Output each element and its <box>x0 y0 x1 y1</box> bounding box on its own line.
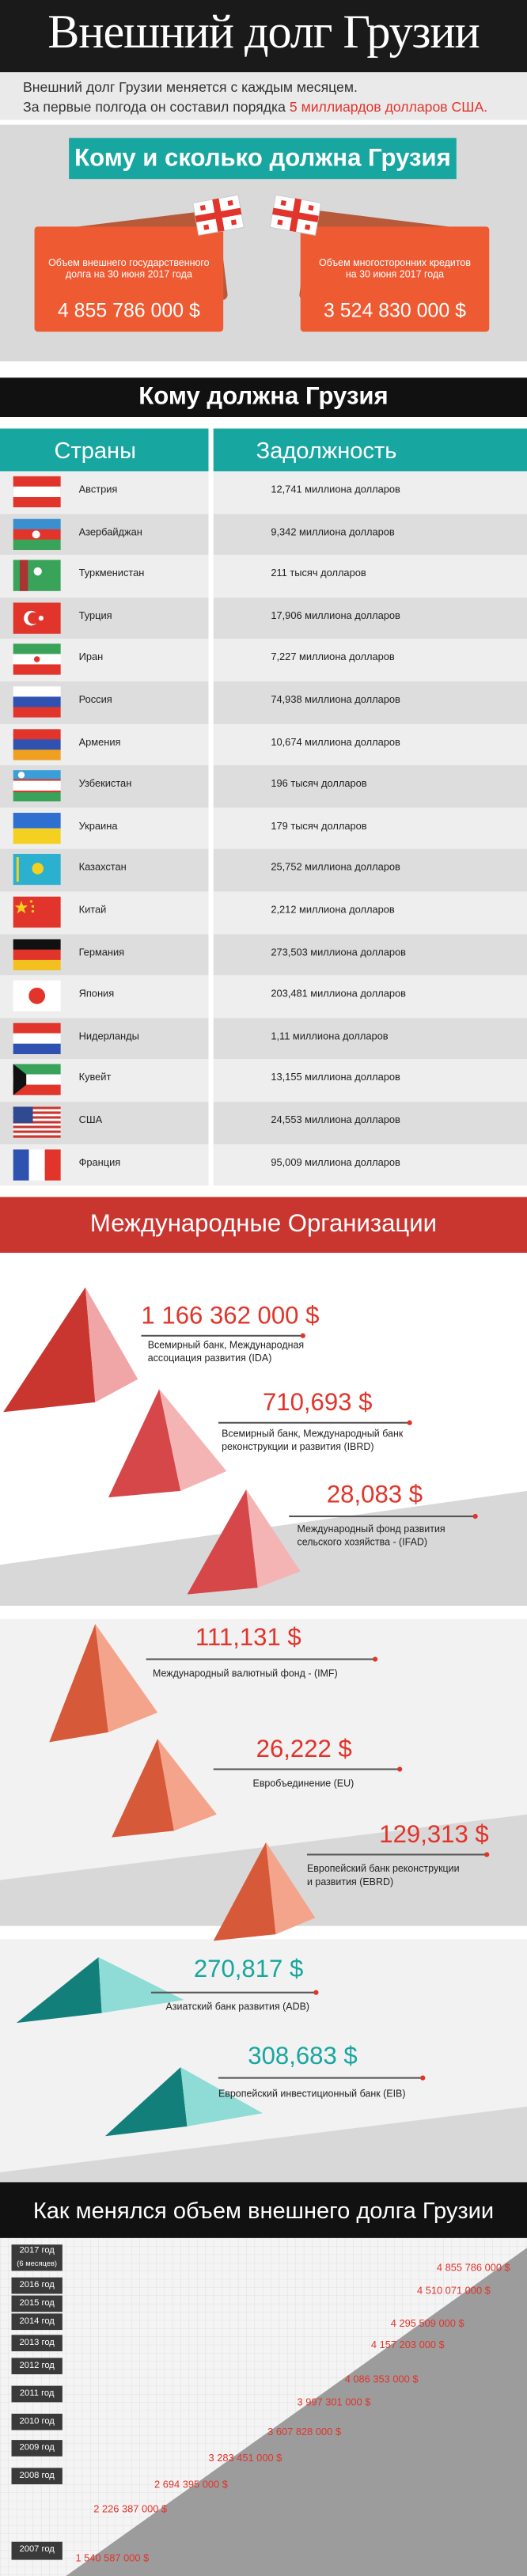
intro-highlight: 5 миллиардов долларов США. <box>289 98 488 116</box>
history-value: 4 855 786 000 $ <box>436 2263 510 2274</box>
org-name-eu: Евробъединение (EU) <box>252 1780 354 1790</box>
country-name: Германия <box>78 947 125 958</box>
turkmenistan-flag-icon <box>13 560 61 591</box>
org-name-ida-2: ассоциация развития (IDA) <box>147 1353 272 1364</box>
org-name-ibrd-1: Всемирный банк, Международный банк <box>222 1430 404 1440</box>
country-debt: 95,009 миллиона долларов <box>271 1156 400 1169</box>
page-title: Внешний долг Грузии <box>47 6 480 59</box>
country-name: Азербайджан <box>78 526 142 538</box>
intro-line-2-text: За первые полгода он составил порядка <box>23 98 290 116</box>
usa-flag-icon <box>13 1106 61 1137</box>
country-debt: 24,553 миллиона долларов <box>271 1114 400 1127</box>
divider-line <box>307 1853 486 1855</box>
country-debt: 1,11 миллиона долларов <box>271 1030 389 1043</box>
ukraine-flag-icon <box>13 813 61 844</box>
table-row <box>0 471 527 513</box>
table-row <box>0 1060 527 1102</box>
org-value-ibrd: 710,693 $ <box>262 1389 373 1417</box>
history-timeline <box>0 2238 527 2576</box>
country-name: Узбекистан <box>78 778 132 791</box>
multilateral-label-2: на 30 июня 2017 года <box>345 271 445 282</box>
country-debt: 203,481 миллиона долларов <box>271 988 406 1000</box>
state-debt-card <box>35 226 224 332</box>
history-value: 4 086 353 000 $ <box>344 2374 419 2386</box>
table-row <box>0 598 527 639</box>
year-note: (6 месяцев) <box>17 2259 58 2268</box>
country-debt: 273,503 миллиона долларов <box>271 947 406 958</box>
country-name: Нидерланды <box>78 1030 139 1043</box>
history-value: 4 510 071 000 $ <box>416 2286 491 2297</box>
divider-line <box>141 1335 301 1337</box>
state-debt-value: 4 855 786 000 $ <box>57 298 200 322</box>
org-name-ifad-1: Международный фонд развития <box>297 1525 445 1535</box>
overview-banner: Кому и сколько должна Грузия <box>69 138 457 179</box>
table-row <box>0 723 527 765</box>
state-debt-label <box>41 260 217 283</box>
col-header-debt: Задолжность <box>214 429 527 472</box>
table-row <box>0 1018 527 1060</box>
history-value: 1 540 587 000 $ <box>75 2553 150 2565</box>
table-row <box>0 934 527 976</box>
country-debt: 10,674 миллиона долларов <box>271 736 400 749</box>
line-dot <box>301 1334 305 1338</box>
countries-table <box>0 471 527 1187</box>
country-name: Китай <box>78 905 107 916</box>
kazakhstan-flag-icon <box>13 855 61 886</box>
year-label: 2015 год <box>12 2296 63 2312</box>
azerbaijan-flag-icon <box>13 518 61 549</box>
year-label: 2011 год <box>12 2386 63 2403</box>
history-value: 3 607 828 000 $ <box>267 2426 342 2439</box>
georgia-flag-icon <box>192 194 245 237</box>
year-label: 2016 год <box>12 2278 63 2294</box>
country-name: Кувейт <box>78 1072 112 1085</box>
table-row <box>0 1102 527 1144</box>
table-row <box>0 976 527 1018</box>
org-value-ida: 1 166 362 000 $ <box>141 1302 320 1330</box>
state-debt-label-1: Объем внешнего государственного <box>48 259 210 270</box>
history-title: Как менялся объем внешнего долга Грузии <box>0 2182 527 2238</box>
history-value: 3 997 301 000 $ <box>297 2397 371 2409</box>
country-debt: 25,752 миллиона долларов <box>271 863 400 874</box>
org-name-ebrd-1: Европейский банк реконструкции <box>306 1865 460 1876</box>
org-name-eib: Европейский инвестиционный банк (EIB) <box>218 2090 406 2100</box>
multilateral-value: 3 524 830 000 $ <box>323 298 466 322</box>
year-label: 2012 год <box>12 2358 63 2374</box>
org-name-adb: Азиатский банк развития (ADB) <box>165 2003 310 2013</box>
divider-line <box>146 1659 374 1660</box>
org-name-ifad <box>298 1525 445 1550</box>
divider-line <box>151 1992 315 1994</box>
country-name: Казахстан <box>78 863 127 874</box>
france-flag-icon <box>13 1148 61 1179</box>
org-value-imf: 111,131 $ <box>195 1623 301 1652</box>
country-name: Иран <box>78 652 104 665</box>
org-value-adb: 270,817 $ <box>193 1956 304 1984</box>
history-value: 4 157 203 000 $ <box>370 2339 445 2352</box>
divider-line <box>289 1516 474 1517</box>
country-name: Туркменистан <box>78 568 145 580</box>
country-name: Россия <box>78 694 112 707</box>
country-debt: 196 тысяч долларов <box>271 778 367 791</box>
col-header-country: Страны <box>0 429 208 472</box>
country-debt: 12,741 миллиона долларов <box>271 484 400 496</box>
table-row <box>0 514 527 556</box>
multilateral-card <box>301 226 490 332</box>
country-debt: 13,155 миллиона долларов <box>271 1072 400 1085</box>
line-dot <box>420 2076 425 2081</box>
line-dot <box>484 1852 489 1857</box>
country-debt: 74,938 миллиона долларов <box>271 694 400 707</box>
table-row <box>0 1144 527 1186</box>
history-value: 2 694 395 000 $ <box>154 2479 228 2491</box>
multilateral-label <box>307 260 483 283</box>
org-value-eu: 26,222 $ <box>256 1736 352 1764</box>
country-name: Австрия <box>78 484 118 496</box>
org-name-ebrd-2: и развития (EBRD) <box>306 1877 394 1888</box>
country-name: Франция <box>78 1156 121 1169</box>
divider-line <box>218 2077 422 2079</box>
intro-box <box>0 72 527 120</box>
year-label: 2009 год <box>12 2440 63 2456</box>
column-divider <box>208 471 213 1187</box>
uzbekistan-flag-icon <box>13 770 61 801</box>
org-name-imf: Международный валютный фонд - (IMF) <box>152 1670 338 1680</box>
org-value-ifad: 28,083 $ <box>326 1481 423 1509</box>
country-name: Украина <box>78 820 118 833</box>
country-debt: 2,212 миллиона долларов <box>271 905 395 916</box>
state-debt-label-2: долга на 30 июня 2017 года <box>65 271 192 282</box>
table-row <box>0 892 527 934</box>
country-debt: 17,906 миллиона долларов <box>271 610 400 622</box>
history-value: 4 295 509 000 $ <box>390 2318 464 2331</box>
year-label: 2013 год <box>12 2335 63 2351</box>
table-row <box>0 556 527 598</box>
pyramid-icon <box>0 2061 527 2159</box>
country-debt: 9,342 миллиона долларов <box>271 526 395 538</box>
country-name: Армения <box>78 736 121 749</box>
georgia-flag-icon <box>269 194 321 237</box>
year-label: 2007 год <box>12 2542 63 2560</box>
table-row <box>0 765 527 807</box>
year-label <box>12 2244 63 2271</box>
line-dot <box>473 1514 478 1519</box>
china-flag-icon <box>13 897 61 928</box>
org-name-ebrd <box>307 1865 460 1891</box>
intro-line-1: Внешний долг Грузии меняется с каждым месяцем. <box>23 78 358 96</box>
org-name-ifad-2: сельского хозяйства - (IFAD) <box>297 1538 428 1548</box>
country-name: Япония <box>78 988 115 1000</box>
line-dot <box>408 1421 412 1425</box>
country-name: Турция <box>78 610 112 622</box>
year-label: 2010 год <box>12 2414 63 2430</box>
austria-flag-icon <box>13 476 61 507</box>
table-row <box>0 639 527 681</box>
org-value-ebrd: 129,313 $ <box>379 1820 489 1849</box>
japan-flag-icon <box>13 981 61 1011</box>
year-label: 2014 год <box>12 2313 63 2330</box>
history-value: 3 283 451 000 $ <box>208 2453 282 2465</box>
org-name-ibrd <box>222 1430 403 1455</box>
iran-flag-icon <box>13 644 61 675</box>
line-dot <box>397 1766 402 1771</box>
country-name: США <box>78 1114 103 1127</box>
germany-flag-icon <box>13 939 61 969</box>
countries-title: Кому должна Грузия <box>0 377 527 417</box>
org-value-eib: 308,683 $ <box>248 2043 358 2071</box>
divider-line <box>218 1422 409 1424</box>
year-text: 2017 год <box>19 2246 55 2256</box>
netherlands-flag-icon <box>13 1022 61 1053</box>
org-name-ida-1: Всемирный банк, Международная <box>147 1341 305 1352</box>
multilateral-label-1: Объем многосторонних кредитов <box>318 259 471 270</box>
organizations-title: Международные Организации <box>0 1197 527 1254</box>
country-debt: 7,227 миллиона долларов <box>271 652 395 665</box>
pyramid-icon <box>0 1483 527 1598</box>
table-row <box>0 849 527 891</box>
russia-flag-icon <box>13 686 61 717</box>
kuwait-flag-icon <box>13 1064 61 1095</box>
turkey-flag-icon <box>13 602 61 633</box>
table-row <box>0 681 527 723</box>
armenia-flag-icon <box>13 728 61 759</box>
country-debt: 211 тысяч долларов <box>271 568 366 580</box>
divider-line <box>214 1769 399 1770</box>
intro-line-2 <box>23 98 487 115</box>
org-name-ibrd-2: реконструкции и развития (IBRD) <box>222 1442 374 1453</box>
table-row <box>0 807 527 849</box>
country-debt: 179 тысяч долларов <box>271 820 367 833</box>
history-value: 2 226 387 000 $ <box>93 2504 168 2516</box>
year-label: 2008 год <box>12 2468 63 2484</box>
line-dot <box>373 1656 377 1661</box>
line-dot <box>313 1990 318 1995</box>
org-name-ida <box>148 1341 304 1367</box>
pyramid-icon <box>0 1836 527 1951</box>
